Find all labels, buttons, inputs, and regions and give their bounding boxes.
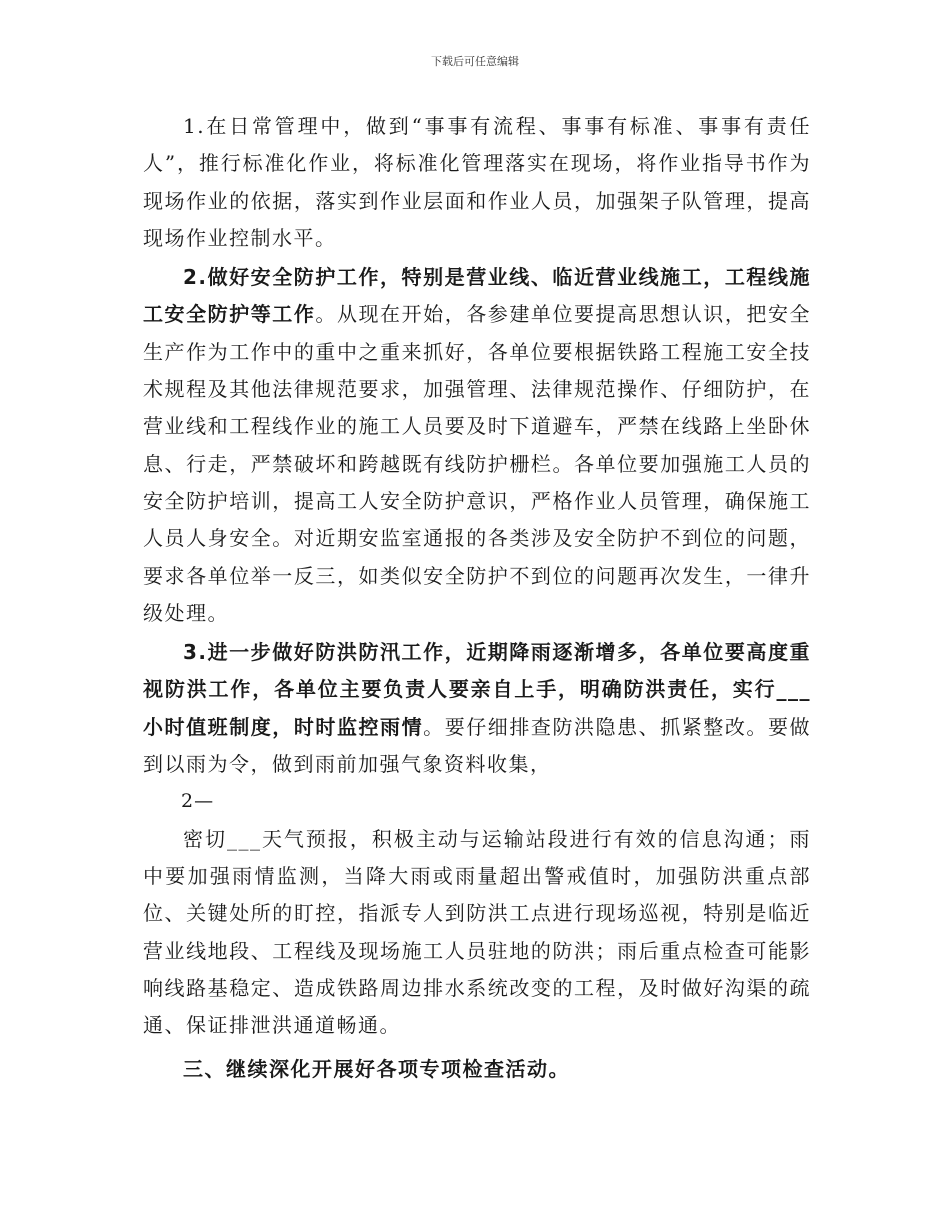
page-marker: 2— [181, 790, 215, 813]
paragraph-2-bold-lead: 2.做好安全防护工作，特别是营业线、临近营业线施工，工程线施工安全防护等工作 [143, 265, 811, 327]
paragraph-2-body: 。从现在开始，各参建单位要提高思想认识，把安全生产作为工作中的重中之重来抓好，各单位要根据铁路工程施工安全技术规程及其他法律规范要求，加强管理、法律规范操作、仔细防护，在营业线和工程线作业的施工人员要及时下道避车，严禁在线路上坐卧休息、行走，严禁破坏和跨越既有线防护栅栏。各单位要加强施工人员的安全防护培训，提高工人安全防护意识，严格作业人员管理，确保施工人员人身安全。对近期安监室通报的各类涉及安全防护不到位的问题，要求各单位举一反三，如类似安全防护不到位的问题再次发生，一律升级处理。 [143, 302, 812, 625]
document-body [143, 108, 811, 1088]
paragraph-3 [143, 634, 811, 783]
paragraph-3-body: 。要仔细排查防洪隐患、抓紧整改。要做到以雨为令，做到雨前加强气象资料收集， [143, 714, 812, 777]
paragraph-3-bold-lead: 3.进一步做好防洪防汛工作，近期降雨逐渐增多，各单位要高度重视防洪工作，各单位主要负责人要亲自上手，明确防洪责任，实行___小时值班制度，时时监控雨情 [143, 640, 811, 739]
header-note: 下载后可任意编辑 [431, 55, 519, 68]
paragraph-1: 1.在日常管理中，做到“事事有流程、事事有标准、事事有责任人”，推行标准化作业，将标准化管理落实在现场，将作业指导书作为现场作业的依据，落实到作业层面和作业人员，加强架子队管理，提高现场作业控制水平。 [143, 114, 811, 250]
section-heading: 三、继续深化开展好各项专项检查活动。 [183, 1057, 570, 1082]
paragraph-2 [143, 259, 811, 632]
paragraph-4: 密切___天气预报，积极主动与运输站段进行有效的信息沟通；雨中要加强雨情监测，当降大雨或雨量超出警戒值时，加强防洪重点部位、关键处所的盯控，指派专人到防洪工点进行现场巡视，特别是临近营业线地段、工程线及现场施工人员驻地的防洪；雨后重点检查可能影响线路基稳定、造成铁路周边排水系统改变的工程，及时做好沟渠的疏通、保证排泄洪通道畅通。 [143, 826, 811, 1038]
